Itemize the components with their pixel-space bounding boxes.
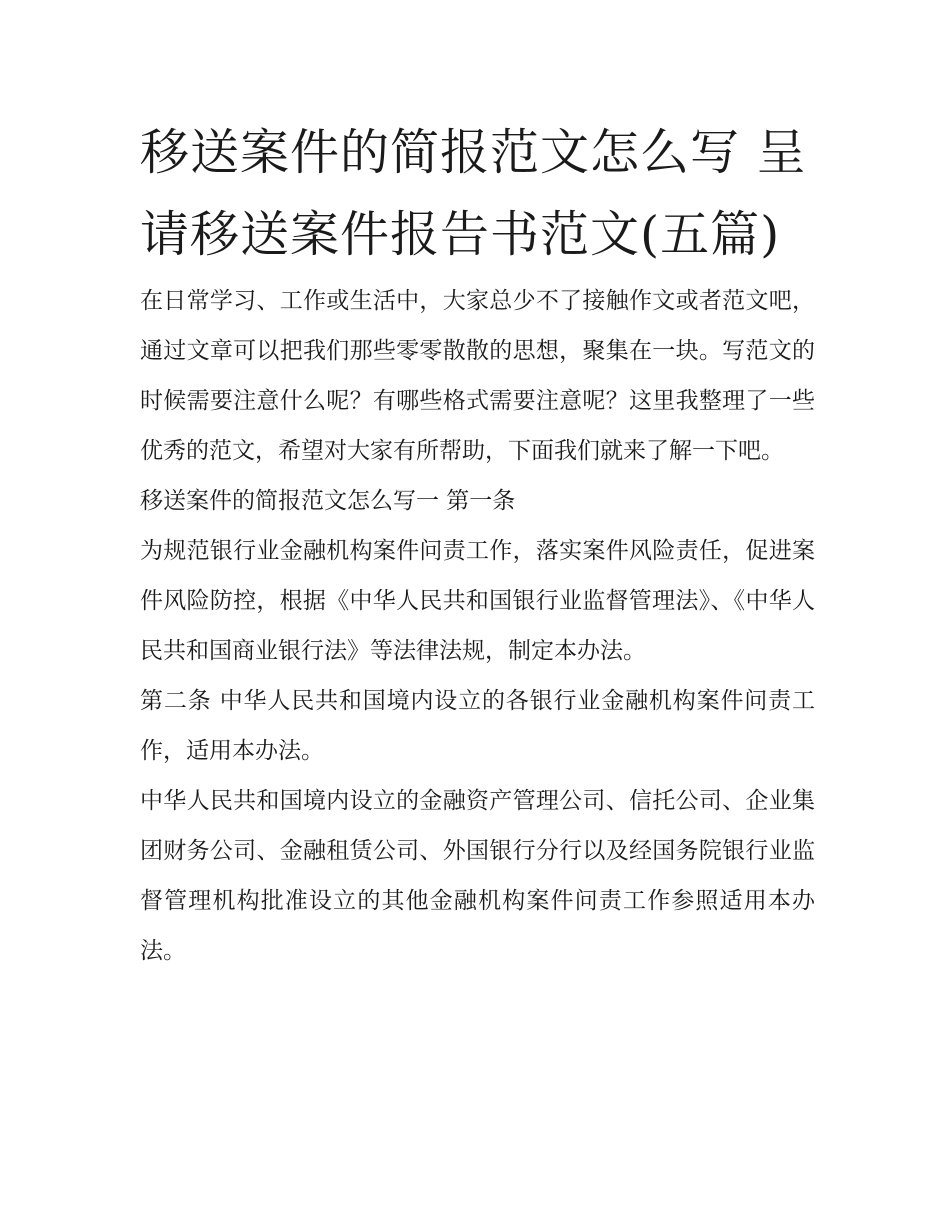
paragraph-article-1: 为规范银行业金融机构案件问责工作，落实案件风险责任，促进案件风险防控，根据《中华人民共和国银行业监督管理法》、《中华人民共和国商业银行法》等法律法规，制定本办法。 bbox=[140, 538, 815, 664]
paragraph-article-2: 第二条 中华人民共和国境内设立的各银行业金融机构案件问责工作，适用本办法。 bbox=[140, 688, 815, 764]
paragraph-article-2-scope: 中华人民共和国境内设立的金融资产管理公司、信托公司、企业集团财务公司、金融租赁公司、外国银行分行以及经国务院银行业监督管理机构批准设立的其他金融机构案件问责工作参照适用本办法。 bbox=[140, 788, 815, 964]
paragraph-intro: 在日常学习、工作或生活中，大家总少不了接触作文或者范文吧，通过文章可以把我们那些零零散散的思想，聚集在一块。写范文的时候需要注意什么呢？有哪些格式需要注意呢？这里我整理了一些优秀的范文，希望对大家有所帮助，下面我们就来了解一下吧。 bbox=[140, 288, 815, 464]
document-title: 移送案件的简报范文怎么写 呈请移送案件报告书范文(五篇) bbox=[140, 124, 807, 263]
document-body bbox=[140, 276, 815, 976]
paragraph-section-heading: 移送案件的简报范文怎么写一 第一条 bbox=[140, 488, 516, 514]
